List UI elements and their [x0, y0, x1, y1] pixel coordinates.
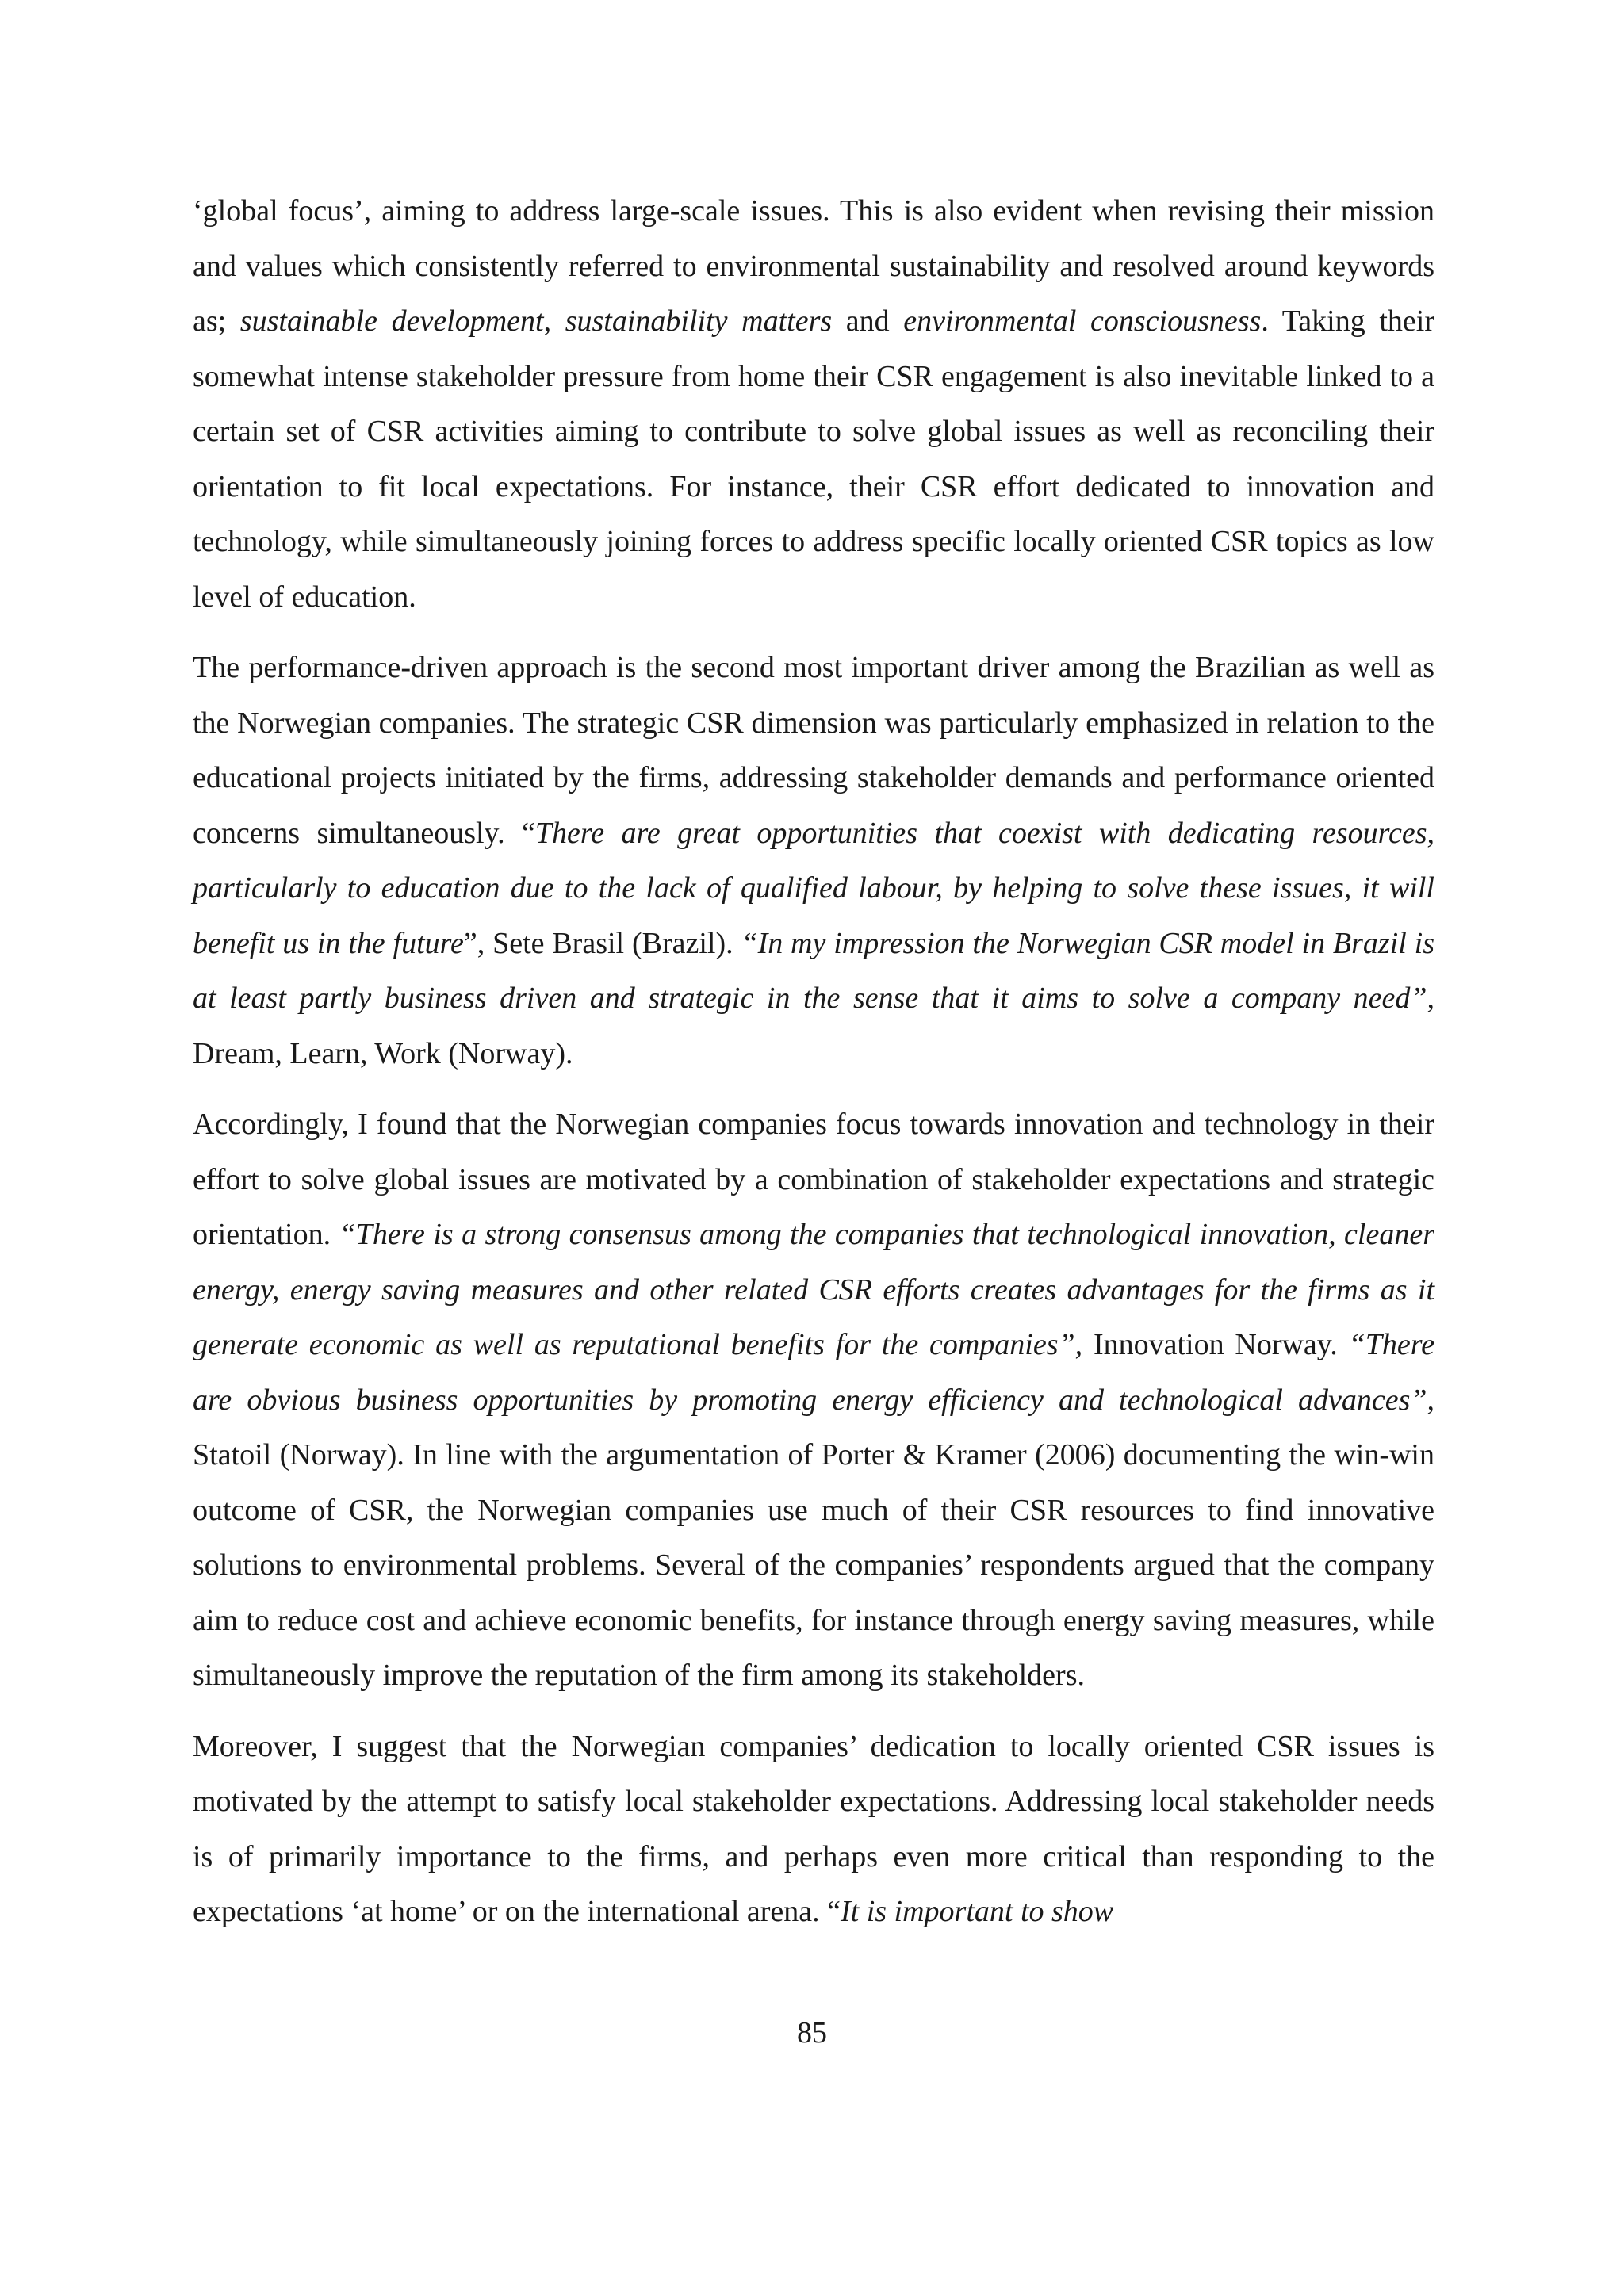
paragraph-2	[193, 641, 1434, 1081]
paragraph-1	[193, 184, 1434, 625]
text-segment: ‘global focus’, aiming to address large-scale issues. This is also evident when revising their mission and values which consistently referred to environmental sustainability and resolved around keywords as;	[193, 194, 1434, 338]
text-segment: Statoil (Norway). In line with the argumentation of Porter & Kramer (2006) documenting the win-win outcome of CSR, the Norwegian companies use much of their CSR resources to find innovative solutions to environmental problems. Several of the companies’ respondents argued that the company aim to reduce cost and achieve economic benefits, for instance through energy saving measures, while simultaneously improve the reputation of the firm among its stakeholders.	[193, 1438, 1434, 1692]
text-segment: Dream, Learn, Work (Norway).	[193, 1036, 573, 1070]
italic-text-segment: There are great opportunities that coexist with dedicating resources, particularly to education due to the lack of qualified labour, by helping to solve these issues, it will benefit us in the future	[193, 816, 1434, 960]
paragraph-4	[193, 1720, 1434, 1940]
text-segment: ,	[543, 304, 565, 338]
text-segment: and	[832, 304, 904, 338]
italic-text-segment: “There are obvious business opportunities by promoting energy efficiency and technological advances”,	[193, 1328, 1434, 1417]
text-segment: Accordingly, I found that the Norwegian companies focus towards innovation and technology in their effort to solve global issues are motivated by a combination of stakeholder expectations and strategic orientation.	[193, 1108, 1434, 1251]
italic-text-segment: “There is a strong consensus among the companies that technological innovation, cleaner energy, energy saving measures and other related CSR efforts creates advantages for the firms as it generate economic as well as reputational benefits for the companies”,	[193, 1218, 1435, 1361]
text-segment: Innovation Norway.	[1082, 1328, 1349, 1361]
italic-text-segment: sustainability matters	[565, 304, 833, 338]
text-segment: Moreover, I suggest that the Norwegian companies’ dedication to locally oriented CSR issues is motivated by the attempt to satisfy local stakeholder expectations. Addressing local stakeholder needs is of primarily importance to the firms, and perhaps even more critical than responding to the expectations ‘at home’ or on the international arena. “	[193, 1729, 1434, 1928]
italic-text-segment: environmental consciousness	[903, 304, 1262, 338]
italic-text-segment: “In my impression the Norwegian CSR model in Brazil is at least partly business driven and strategic in the sense that it aims to solve a company need”,	[193, 926, 1434, 1015]
italic-text-segment: It is important to show	[841, 1895, 1114, 1928]
paragraph-3	[193, 1097, 1434, 1704]
page-number: 85	[797, 2016, 827, 2049]
text-segment: The performance-driven approach is the second most important driver among the Brazilian as well as the Norwegian companies. The strategic CSR dimension was particularly emphasized in relation to the educational projects initiated by the firms, addressing stakeholder demands and performance oriented concerns simultaneously. “	[193, 651, 1434, 850]
text-segment: . Taking their somewhat intense stakeholder pressure from home their CSR engagement is also inevitable linked to a certain set of CSR activities aiming to contribute to solve global issues as well as reconciling their orientation to fit local expectations. For instance, their CSR effort dedicated to innovation and technology, while simultaneously joining forces to address specific locally oriented CSR topics as low level of education.	[193, 304, 1434, 614]
text-segment: ”, Sete Brasil (Brazil).	[463, 926, 741, 960]
body-text	[193, 184, 1434, 1956]
italic-text-segment: sustainable development	[239, 304, 544, 338]
